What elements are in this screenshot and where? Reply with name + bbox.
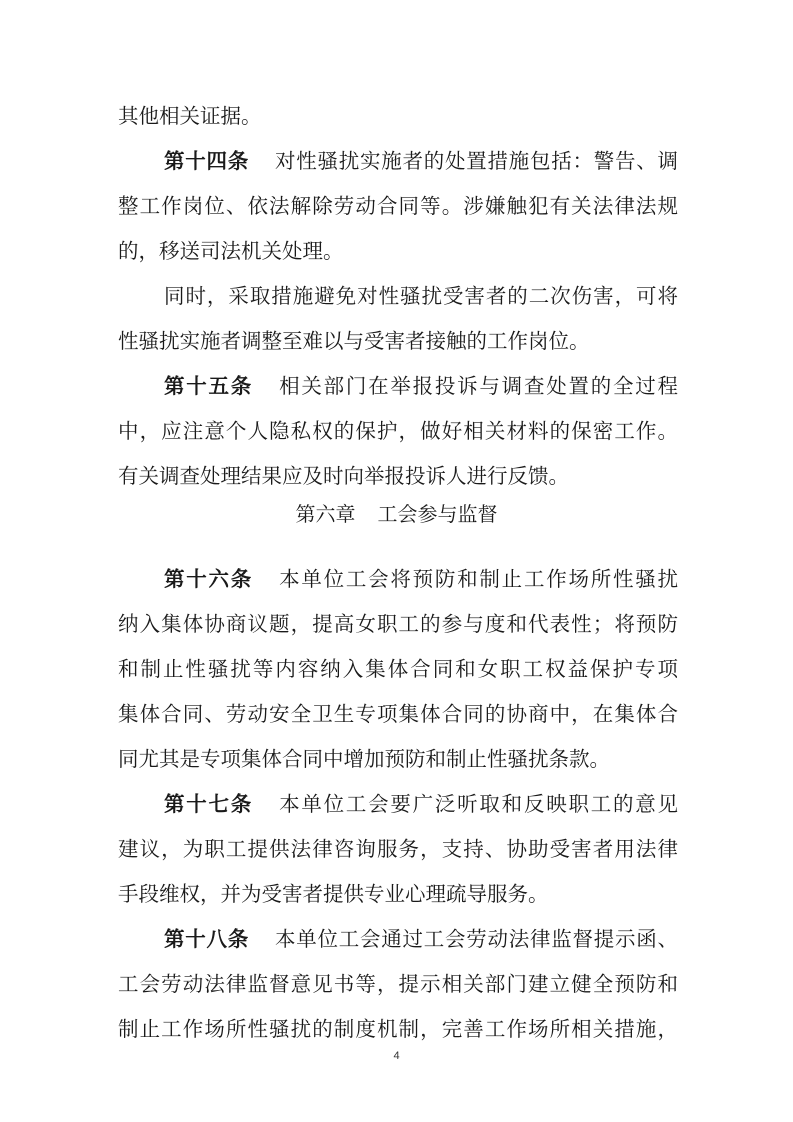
article-15-label: 第十五条 <box>164 374 254 398</box>
chapter-number: 第六章 <box>295 502 356 526</box>
article-14-line-1 <box>164 147 678 175</box>
article-16-line-4: 集体合同、劳动安全卫生专项集体合同的协商中，在集体合 <box>118 702 678 726</box>
article-15-line-3: 有关调查处理结果应及时向举报投诉人进行反馈。 <box>118 464 569 488</box>
article-16-line-5: 同尤其是专项集体合同中增加预防和制止性骚扰条款。 <box>118 747 610 771</box>
article-16-line-1 <box>164 565 678 593</box>
article-15-line-2: 中，应注意个人隐私权的保护，做好相关材料的保密工作。 <box>118 419 678 443</box>
chapter-title: 工会参与监督 <box>377 502 498 526</box>
article-17-line-2: 建议，为职工提供法律咨询服务，支持、协助受害者用法律 <box>118 837 678 861</box>
article-16-text: 本单位工会将预防和制止工作场所性骚扰 <box>279 567 679 591</box>
article-16-label: 第十六条 <box>164 567 254 591</box>
article-18-label: 第十八条 <box>164 927 249 951</box>
article-18-line-1 <box>164 925 678 953</box>
article-17-label: 第十七条 <box>164 792 254 816</box>
article-14-label: 第十四条 <box>164 149 249 173</box>
article-14-line-2: 整工作岗位、依法解除劳动合同等。涉嫌触犯有关法律法规 <box>118 194 678 218</box>
article-17-line-3: 手段维权，并为受害者提供专业心理疏导服务。 <box>118 882 549 906</box>
article-18-text: 本单位工会通过工会劳动法律监督提示函、 <box>275 927 678 951</box>
article-17-text: 本单位工会要广泛听取和反映职工的意见 <box>279 792 679 816</box>
paragraph-line: 同时，采取措施避免对性骚扰受害者的二次伤害，可将 <box>164 284 678 308</box>
article-18-line-2: 工会劳动法律监督意见书等，提示相关部门建立健全预防和 <box>118 972 678 996</box>
article-16-line-3: 和制止性骚扰等内容纳入集体合同和女职工权益保护专项 <box>118 657 678 681</box>
paragraph-line: 其他相关证据。 <box>118 104 262 128</box>
paragraph-line: 性骚扰实施者调整至难以与受害者接触的工作岗位。 <box>118 329 590 353</box>
chapter-heading <box>0 500 793 528</box>
article-17-line-1 <box>164 790 678 818</box>
article-14-text: 对性骚扰实施者的处置措施包括：警告、调 <box>275 149 678 173</box>
article-15-line-1 <box>164 372 678 400</box>
article-16-line-2: 纳入集体协商议题，提高女职工的参与度和代表性；将预防 <box>118 612 678 636</box>
article-18-line-3: 制止工作场所性骚扰的制度机制，完善工作场所相关措施， <box>118 1017 678 1041</box>
article-14-line-3: 的，移送司法机关处理。 <box>118 239 344 263</box>
article-15-text: 相关部门在举报投诉与调查处置的全过程 <box>279 374 679 398</box>
page-number: 4 <box>393 1050 400 1062</box>
